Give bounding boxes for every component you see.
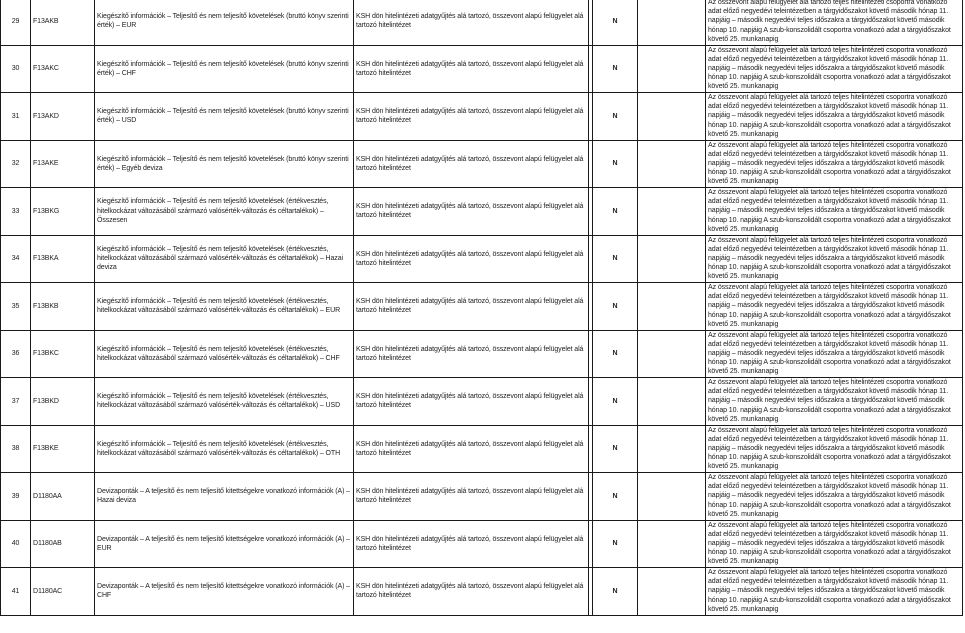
row-number-cell: 35 [1,283,31,331]
empty-cell [638,378,706,426]
table-row [1,45,963,93]
flag-cell: N [593,378,638,426]
report-code-cell: F13BKA [31,235,95,283]
flag-cell: N [593,140,638,188]
scope-cell: KSH dön hitelintézeti adatgyűjtés alá tartozó, összevont alapú felügyelet alá tartozó hitelintézet [354,520,589,568]
table-row [1,140,963,188]
scope-cell: KSH dön hitelintézeti adatgyűjtés alá tartozó, összevont alapú felügyelet alá tartozó hitelintézet [354,235,589,283]
table-row [1,93,963,141]
table-row [1,235,963,283]
table-row [1,568,963,616]
empty-cell [638,283,706,331]
empty-cell [638,188,706,236]
flag-cell: N [593,93,638,141]
scope-cell: KSH dön hitelintézeti adatgyűjtés alá tartozó, összevont alapú felügyelet alá tartozó hitelintézet [354,283,589,331]
report-code-cell: F13BKE [31,425,95,473]
item-name-cell: Kiegészítő információk – Teljesítő és nem teljesítő követelések (bruttó könyv szerinti érték) – Egyéb deviza [95,140,354,188]
deadline-note-cell: Az összevont alapú felügyelet alá tartozó teljes hitelintézeti csoportra vonatkozó adat előző negyedévi teleintézetben a tárgyidőszakot követő második hónap 11. napjáig – második negyedévi teljes időszakra a tárgyidőszakot követő második hónap 10. napjáig A szub-konszolidált csoportra vonatkozó adat a tárgyidőszakot követő 25. munkanapig [706,330,963,378]
item-name-cell: Devizaponták – A teljesítő és nem teljesítő kitettségekre vonatkozó információk (A) – Hazai deviza [95,473,354,521]
empty-cell [638,0,706,45]
row-number-cell: 39 [1,473,31,521]
item-name-cell: Kiegészítő információk – Teljesítő és nem teljesítő követelések (értékvesztés, hitelkockázat változásából származó valósérték-változás és céltartalékok) – Hazai deviza [95,235,354,283]
deadline-note-cell: Az összevont alapú felügyelet alá tartozó teljes hitelintézeti csoportra vonatkozó adat előző negyedévi teleintézetben a tárgyidőszakot követő második hónap 11. napjáig – második negyedévi teljes időszakra a tárgyidőszakot követő második hónap 10. napjáig A szub-konszolidált csoportra vonatkozó adat a tárgyidőszakot követő 25. munkanapig [706,378,963,426]
report-code-cell: F13AKB [31,0,95,45]
report-code-cell: F13AKC [31,45,95,93]
row-number-cell: 41 [1,568,31,616]
deadline-note-cell: Az összevont alapú felügyelet alá tartozó teljes hitelintézeti csoportra vonatkozó adat előző negyedévi teleintézetben a tárgyidőszakot követő második hónap 11. napjáig – második negyedévi teljes időszakra a tárgyidőszakot követő második hónap 10. napjáig A szub-konszolidált csoportra vonatkozó adat a tárgyidőszakot követő 25. munkanapig [706,520,963,568]
report-code-cell: F13BKD [31,378,95,426]
row-number-cell: 37 [1,378,31,426]
item-name-cell: Kiegészítő információk – Teljesítő és nem teljesítő követelések (értékvesztés, hitelkockázat változásából származó valósérték-változás és céltartalékok) – USD [95,378,354,426]
empty-cell [638,330,706,378]
row-number-cell: 33 [1,188,31,236]
deadline-note-cell: Az összevont alapú felügyelet alá tartozó teljes hitelintézeti csoportra vonatkozó adat előző negyedévi teleintézetben a tárgyidőszakot követő második hónap 11. napjáig – második negyedévi teljes időszakra a tárgyidőszakot követő második hónap 10. napjáig A szub-konszolidált csoportra vonatkozó adat a tárgyidőszakot követő 25. munkanapig [706,93,963,141]
report-code-cell: F13AKE [31,140,95,188]
item-name-cell: Kiegészítő információk – Teljesítő és nem teljesítő követelések (értékvesztés, hitelkockázat változásából származó valósérték-változás és céltartalékok) – CHF [95,330,354,378]
flag-cell: N [593,235,638,283]
item-name-cell: Devizaponták – A teljesítő és nem teljesítő kitettségekre vonatkozó információk (A) – EUR [95,520,354,568]
row-number-cell: 30 [1,45,31,93]
report-code-cell: F13BKG [31,188,95,236]
table-row [1,473,963,521]
report-code-cell: D1180AB [31,520,95,568]
empty-cell [638,140,706,188]
item-name-cell: Kiegészítő információk – Teljesítő és nem teljesítő követelések (bruttó könyv szerinti érték) – EUR [95,0,354,45]
report-code-cell: F13BKB [31,283,95,331]
table-row [1,188,963,236]
deadline-note-cell: Az összevont alapú felügyelet alá tartozó teljes hitelintézeti csoportra vonatkozó adat előző negyedévi teleintézetben a tárgyidőszakot követő második hónap 11. napjáig – második negyedévi teljes időszakra a tárgyidőszakot követő második hónap 10. napjáig A szub-konszolidált csoportra vonatkozó adat a tárgyidőszakot követő 25. munkanapig [706,425,963,473]
flag-cell: N [593,568,638,616]
table-row [1,330,963,378]
row-number-cell: 34 [1,235,31,283]
scope-cell: KSH dön hitelintézeti adatgyűjtés alá tartozó, összevont alapú felügyelet alá tartozó hitelintézet [354,140,589,188]
report-code-cell: F13BKC [31,330,95,378]
item-name-cell: Kiegészítő információk – Teljesítő és nem teljesítő követelések (értékvesztés, hitelkockázat változásából származó valósérték-változás és céltartalékok) – EUR [95,283,354,331]
table-row [1,283,963,331]
deadline-note-cell: Az összevont alapú felügyelet alá tartozó teljes hitelintézeti csoportra vonatkozó adat előző negyedévi teleintézetben a tárgyidőszakot követő második hónap 11. napjáig – második negyedévi teljes időszakra a tárgyidőszakot követő második hónap 10. napjáig A szub-konszolidált csoportra vonatkozó adat a tárgyidőszakot követő 25. munkanapig [706,45,963,93]
empty-cell [638,425,706,473]
scope-cell: KSH dön hitelintézeti adatgyűjtés alá tartozó, összevont alapú felügyelet alá tartozó hitelintézet [354,188,589,236]
scope-cell: KSH dön hitelintézeti adatgyűjtés alá tartozó, összevont alapú felügyelet alá tartozó hitelintézet [354,0,589,45]
table-row [1,520,963,568]
flag-cell: N [593,188,638,236]
deadline-note-cell: Az összevont alapú felügyelet alá tartozó teljes hitelintézeti csoportra vonatkozó adat előző negyedévi teleintézetben a tárgyidőszakot követő második hónap 11. napjáig – második negyedévi teljes időszakra a tárgyidőszakot követő második hónap 10. napjáig A szub-konszolidált csoportra vonatkozó adat a tárgyidőszakot követő 25. munkanapig [706,235,963,283]
empty-cell [638,93,706,141]
flag-cell: N [593,0,638,45]
table-body [1,0,963,615]
row-number-cell: 31 [1,93,31,141]
deadline-note-cell: Az összevont alapú felügyelet alá tartozó teljes hitelintézeti csoportra vonatkozó adat előző negyedévi teleintézetben a tárgyidőszakot követő második hónap 11. napjáig – második negyedévi teljes időszakra a tárgyidőszakot követő második hónap 10. napjáig A szub-konszolidált csoportra vonatkozó adat a tárgyidőszakot követő 25. munkanapig [706,283,963,331]
flag-cell: N [593,425,638,473]
report-code-cell: D1180AC [31,568,95,616]
scope-cell: KSH dön hitelintézeti adatgyűjtés alá tartozó, összevont alapú felügyelet alá tartozó hitelintézet [354,425,589,473]
row-number-cell: 38 [1,425,31,473]
row-number-cell: 40 [1,520,31,568]
empty-cell [638,235,706,283]
scope-cell: KSH dön hitelintézeti adatgyűjtés alá tartozó, összevont alapú felügyelet alá tartozó hitelintézet [354,93,589,141]
item-name-cell: Kiegészítő információk – Teljesítő és nem teljesítő követelések (értékvesztés, hitelkockázat változásából származó valósérték-változás és céltartalékok) – OTH [95,425,354,473]
table-row [1,0,963,45]
table-row [1,378,963,426]
empty-cell [638,568,706,616]
flag-cell: N [593,45,638,93]
table-row [1,425,963,473]
report-code-cell: F13AKD [31,93,95,141]
flag-cell: N [593,473,638,521]
item-name-cell: Devizaponták – A teljesítő és nem teljesítő kitettségekre vonatkozó információk (A) – CHF [95,568,354,616]
scope-cell: KSH dön hitelintézeti adatgyűjtés alá tartozó, összevont alapú felügyelet alá tartozó hitelintézet [354,45,589,93]
item-name-cell: Kiegészítő információk – Teljesítő és nem teljesítő követelések (bruttó könyv szerinti érték) – CHF [95,45,354,93]
row-number-cell: 29 [1,0,31,45]
item-name-cell: Kiegészítő információk – Teljesítő és nem teljesítő követelések (értékvesztés, hitelkockázat változásából származó valósérték-változás és céltartalékok) – Összesen [95,188,354,236]
empty-cell [638,520,706,568]
flag-cell: N [593,330,638,378]
row-number-cell: 32 [1,140,31,188]
item-name-cell: Kiegészítő információk – Teljesítő és nem teljesítő követelések (bruttó könyv szerinti érték) – USD [95,93,354,141]
scope-cell: KSH dön hitelintézeti adatgyűjtés alá tartozó, összevont alapú felügyelet alá tartozó hitelintézet [354,568,589,616]
scope-cell: KSH dön hitelintézeti adatgyűjtés alá tartozó, összevont alapú felügyelet alá tartozó hitelintézet [354,378,589,426]
deadline-note-cell: Az összevont alapú felügyelet alá tartozó teljes hitelintézeti csoportra vonatkozó adat előző negyedévi teleintézetben a tárgyidőszakot követő második hónap 11. napjáig – második negyedévi teljes időszakra a tárgyidőszakot követő második hónap 10. napjáig A szub-konszolidált csoportra vonatkozó adat a tárgyidőszakot követő 25. munkanapig [706,0,963,45]
flag-cell: N [593,520,638,568]
deadline-note-cell: Az összevont alapú felügyelet alá tartozó teljes hitelintézeti csoportra vonatkozó adat előző negyedévi teleintézetben a tárgyidőszakot követő második hónap 11. napjáig – második negyedévi teljes időszakra a tárgyidőszakot követő második hónap 10. napjáig A szub-konszolidált csoportra vonatkozó adat a tárgyidőszakot követő 25. munkanapig [706,140,963,188]
empty-cell [638,45,706,93]
report-code-cell: D1180AA [31,473,95,521]
scope-cell: KSH dön hitelintézeti adatgyűjtés alá tartozó, összevont alapú felügyelet alá tartozó hitelintézet [354,330,589,378]
deadline-note-cell: Az összevont alapú felügyelet alá tartozó teljes hitelintézeti csoportra vonatkozó adat előző negyedévi teleintézetben a tárgyidőszakot követő második hónap 11. napjáig – második negyedévi teljes időszakra a tárgyidőszakot követő második hónap 10. napjáig A szub-konszolidált csoportra vonatkozó adat a tárgyidőszakot követő 25. munkanapig [706,188,963,236]
scope-cell: KSH dön hitelintézeti adatgyűjtés alá tartozó, összevont alapú felügyelet alá tartozó hitelintézet [354,473,589,521]
row-number-cell: 36 [1,330,31,378]
flag-cell: N [593,283,638,331]
deadline-note-cell: Az összevont alapú felügyelet alá tartozó teljes hitelintézeti csoportra vonatkozó adat előző negyedévi teleintézetben a tárgyidőszakot követő második hónap 11. napjáig – második negyedévi teljes időszakra a tárgyidőszakot követő második hónap 10. napjáig A szub-konszolidált csoportra vonatkozó adat a tárgyidőszakot követő 25. munkanapig [706,473,963,521]
deadline-note-cell: Az összevont alapú felügyelet alá tartozó teljes hitelintézeti csoportra vonatkozó adat előző negyedévi teleintézetben a tárgyidőszakot követő második hónap 11. napjáig – második negyedévi teljes időszakra a tárgyidőszakot követő második hónap 10. napjáig A szub-konszolidált csoportra vonatkozó adat a tárgyidőszakot követő 25. munkanapig [706,568,963,616]
empty-cell [638,473,706,521]
